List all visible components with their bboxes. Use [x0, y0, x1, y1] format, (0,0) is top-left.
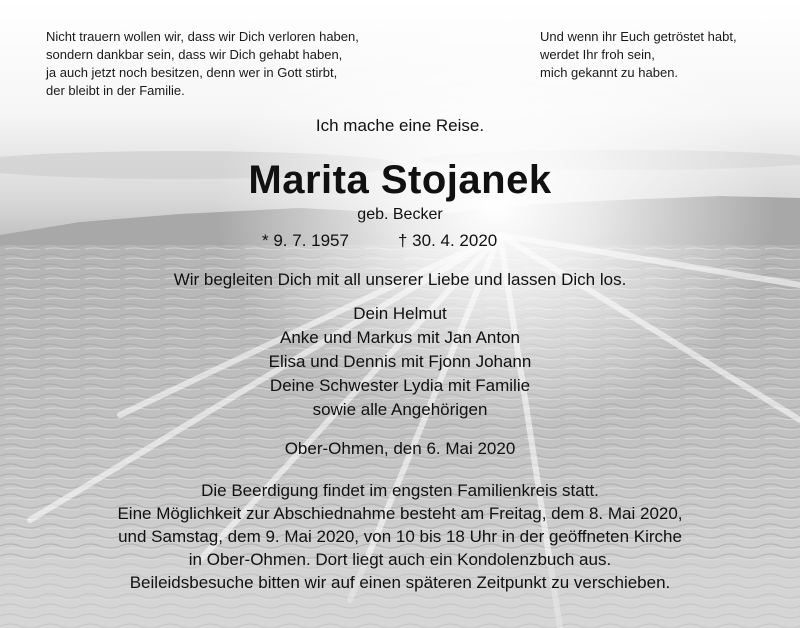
poem-left-line: der bleibt in der Familie.: [46, 83, 185, 98]
funeral-notice: [0, 479, 800, 571]
poem-right-line: mich gekannt zu haben.: [540, 65, 679, 80]
mourner: sowie alle Angehörigen: [312, 400, 488, 419]
farewell-text: Wir begleiten Dich mit all unserer Liebe und lassen Dich los.: [173, 270, 627, 289]
deceased-name: Marita Stojanek: [248, 158, 552, 202]
mourner: Dein Helmut: [353, 304, 447, 323]
poem-right-line: werdet Ihr froh sein,: [540, 47, 655, 62]
poem-left-line: Nicht trauern wollen wir, dass wir Dich verloren haben,: [46, 29, 359, 44]
mourner: Deine Schwester Lydia mit Familie: [269, 376, 531, 395]
poem-right-line: Und wenn ihr Euch getröstet habt,: [540, 29, 737, 44]
condolence-note: Beileidsbesuche bitten wir auf einen späteren Zeitpunkt zu verschieben.: [129, 573, 671, 592]
mourner: Elisa und Dennis mit Fjonn Johann: [268, 352, 532, 371]
notice-line: Eine Möglichkeit zur Abschiednahme besteht am Freitag, dem 8. Mai 2020,: [117, 504, 683, 523]
maiden-name: geb. Becker: [357, 206, 443, 223]
poem-left-line: sondern dankbar sein, dass wir Dich gehabt haben,: [46, 47, 343, 62]
poem-left-line: ja auch jetzt noch besitzen, denn wer in Gott stirbt,: [46, 65, 338, 80]
notice-line: und Samstag, dem 9. Mai 2020, von 10 bis 18 Uhr in der geöffneten Kirche: [118, 527, 682, 546]
place-and-date: Ober-Ohmen, den 6. Mai 2020: [284, 439, 516, 458]
death-date: † 30. 4. 2020: [398, 231, 498, 250]
birth-date: * 9. 7. 1957: [262, 231, 349, 250]
notice-line: Die Beerdigung findet im engsten Familienkreis statt.: [201, 481, 599, 500]
intro-text: Ich mache eine Reise.: [315, 116, 485, 135]
poem-left: [46, 28, 426, 100]
notice-line: in Ober-Ohmen. Dort liegt auch ein Kondolenzbuch aus.: [188, 550, 612, 569]
mourner: Anke und Markus mit Jan Anton: [279, 328, 521, 347]
mourners-list: [0, 302, 800, 422]
poem-right: [540, 28, 780, 82]
